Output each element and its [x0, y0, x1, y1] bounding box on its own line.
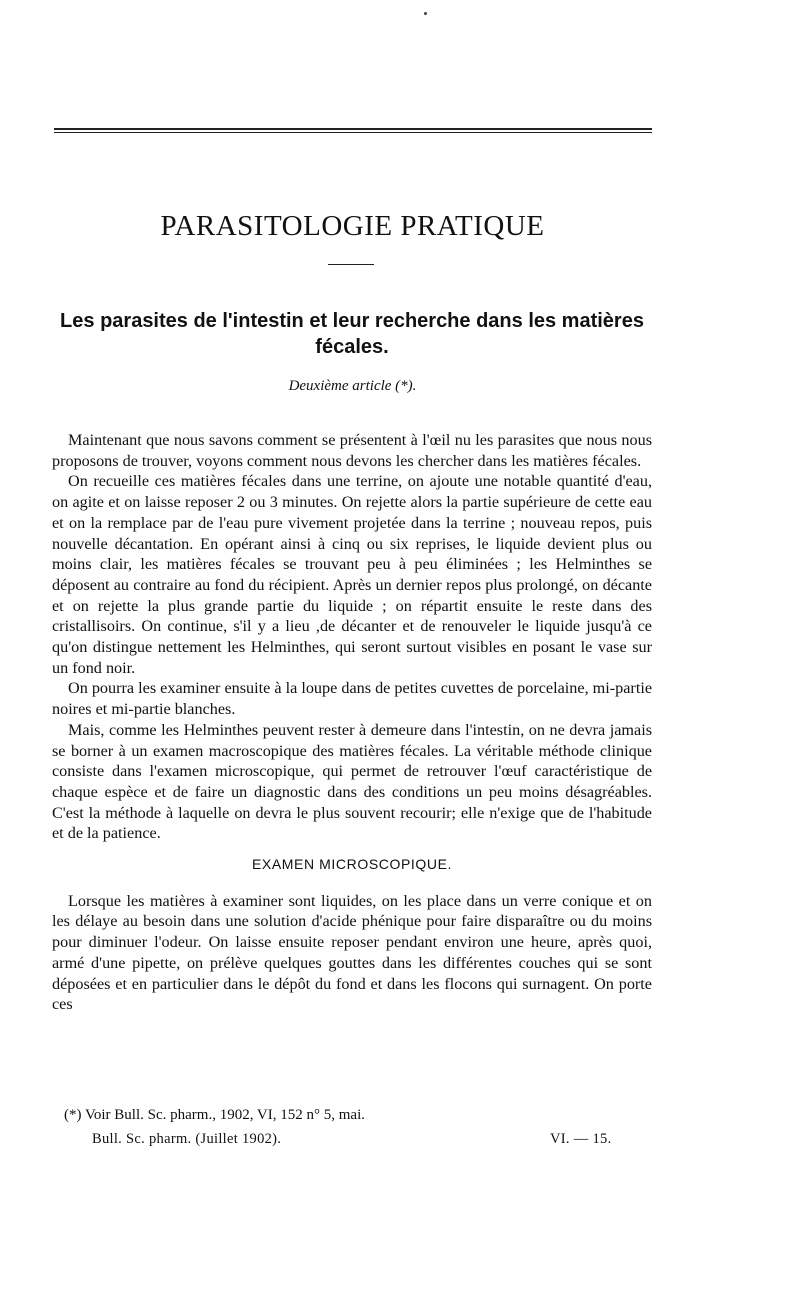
header-double-rule: [54, 128, 652, 134]
paragraph: On pourra les examiner ensuite à la loupe dans de petites cuvettes de porcelaine, mi-partie noires et mi-partie blanches.: [52, 679, 652, 719]
page-title: PARASITOLOGIE PRATIQUE: [160, 210, 545, 242]
footer-journal: Bull. Sc. pharm. (Juillet 1902).: [92, 1131, 282, 1147]
article-subtitle: Les parasites de l'intestin et leur recherche dans les matières fécales.: [60, 310, 644, 358]
paragraph: Lorsque les matières à examiner sont liquides, on les place dans un verre conique et on les délaye au besoin dans une solution d'acide phénique pour faire disparaître ou du moins pour diminuer l'odeur. On laisse ensuite reposer pendant environ une heure, après quoi, armé d'une pipette, on prélève quelques gouttes dans les différentes couches qui se sont déposées et en particulier dans le dépôt du fond et dans les flocons qui surnagent. On porte ces: [52, 891, 652, 1014]
article-body: [52, 430, 652, 1015]
section-heading: EXAMEN MICROSCOPIQUE.: [251, 856, 453, 873]
paragraph: Maintenant que nous savons comment se présentent à l'œil nu les parasites que nous nous proposons de trouver, voyons comment nous devons les chercher dans les matières fécales.: [52, 431, 652, 470]
article-label: Deuxième article (*).: [288, 378, 417, 394]
footer-page-number: VI. — 15.: [550, 1131, 612, 1147]
print-speck: [424, 12, 427, 15]
paragraph: On recueille ces matières fécales dans une terrine, on ajoute une notable quantité d'eau, on agite et on laisse reposer 2 ou 3 minutes. On rejette alors la partie supérieure de cette eau et on la remplace par de l'eau pure vivement projetée dans la terrine ; nouveau repos, puis nouvelle décantation. En opérant ainsi à cinq ou six reprises, le liquide devient plus ou moins clair, les matières fécales se trouvant peu à peu éliminées ; les Helminthes se déposent au contraire au fond du récipient. Après un dernier repos plus prolongé, on décante et on rejette la plus grande partie du liquide ; on répartit ensuite le reste dans des cristallisoirs. On continue, s'il y a lieu ,de décanter et de renouveler le liquide jusqu'à ce qu'on distingue nettement les Helminthes, qui seront surtout visibles en posant le vase sur un fond noir.: [52, 472, 652, 677]
footnote: (*) Voir Bull. Sc. pharm., 1902, VI, 152 n° 5, mai.: [64, 1107, 365, 1123]
paragraph: Mais, comme les Helminthes peuvent rester à demeure dans l'intestin, on ne devra jamais se borner à un examen macroscopique des matières fécales. La véritable méthode clinique consiste dans l'examen microscopique, qui permet de retrouver l'œuf caractéristique de chaque espèce et de faire un diagnostic dans des conditions un peu moins désagréables. C'est la méthode à laquelle on devra le plus souvent recourir; elle n'exige que de l'habitude et de la patience.: [52, 720, 652, 843]
title-divider: [328, 264, 374, 265]
